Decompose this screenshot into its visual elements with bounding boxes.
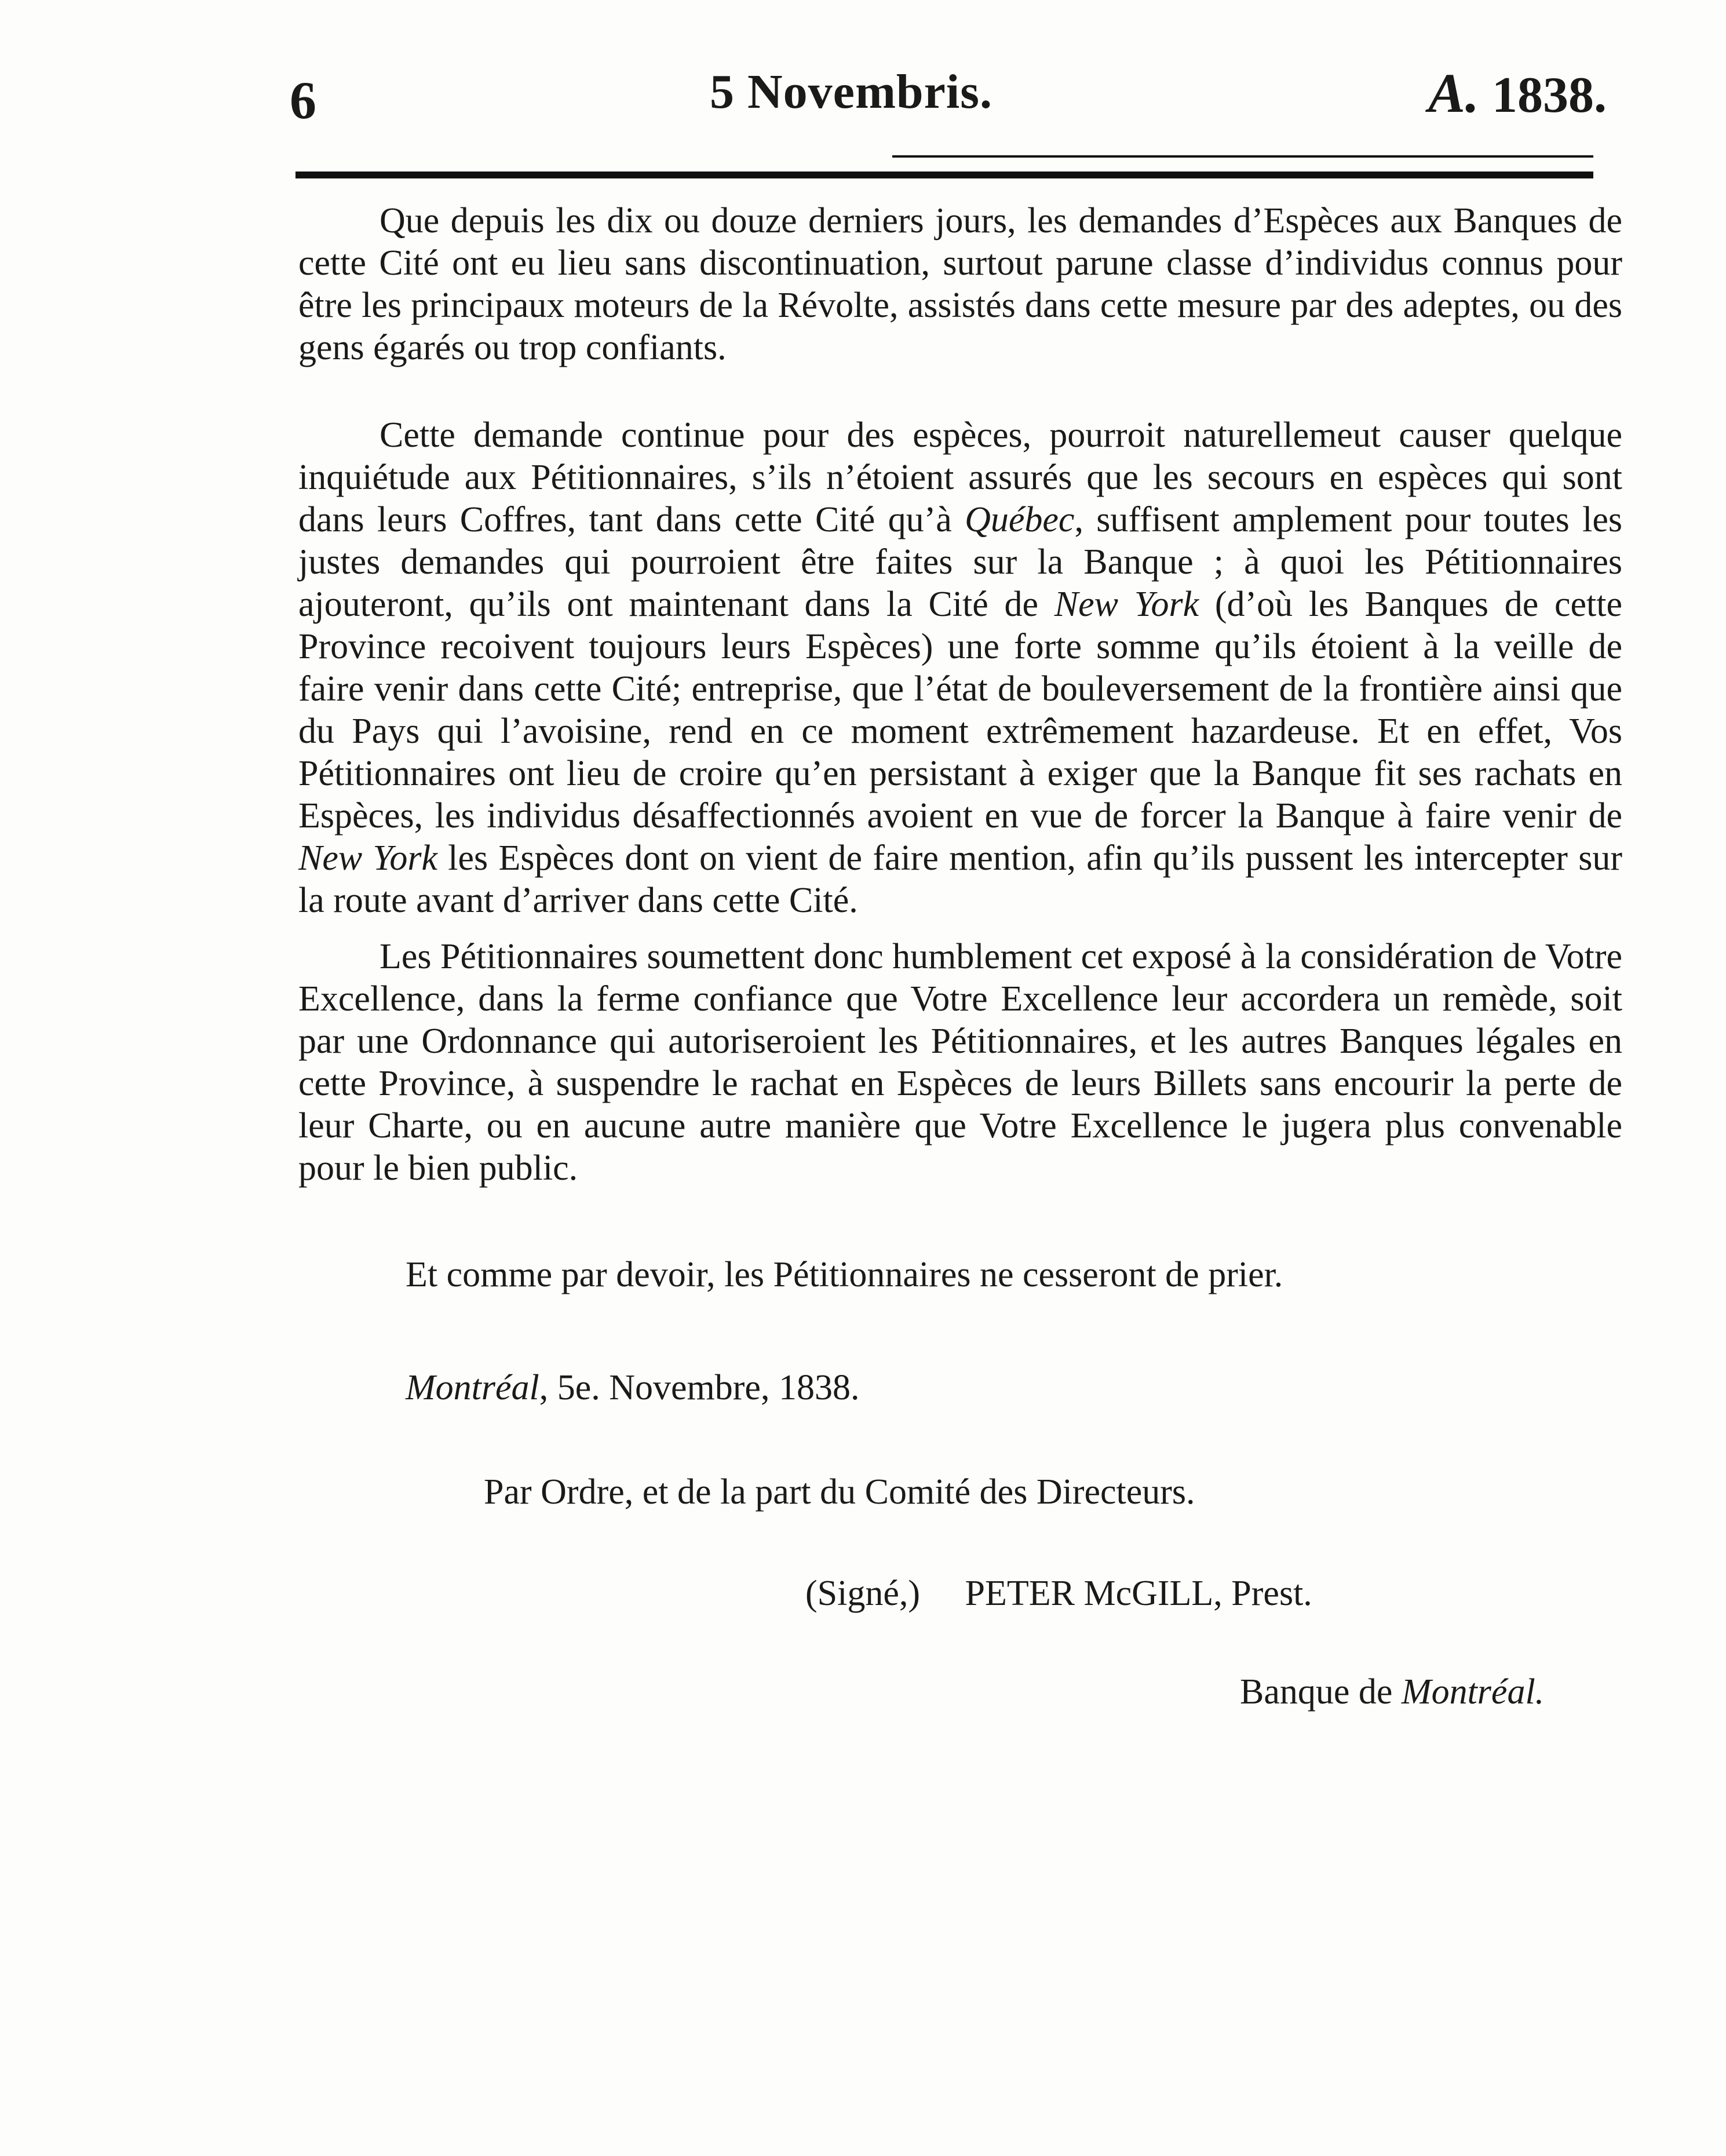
bank-prefix: Banque de (1240, 1672, 1402, 1712)
signed-label: (Signé,) (805, 1574, 921, 1613)
header-date: 5 Novembris. (710, 65, 992, 119)
paragraph-1: Que depuis les dix ou douze derniers jours, les demandes d’Espèces aux Banques de cette Cité ont eu lieu sans discontinuation, surtout parune classe d’individus connus pour être les principaux moteurs de la Révolte, assistés dans cette mesure par des adeptes, ou des gens égarés ou trop confiants. (298, 201, 1622, 367)
page-number: 6 (290, 71, 316, 130)
year-value: 1838. (1492, 67, 1607, 123)
paragraph-2-part-2: , suffisent amplement pour toutes les justes demandes qui pourroient être faites sur la Banque ; à quoi les Pétitionnaires ajouteront, qu’ils ont maintenant dans la Cité de (298, 500, 1622, 624)
bank-city: Montréal. (1401, 1672, 1545, 1712)
signatory-name: PETER McGILL, Prest. (965, 1574, 1312, 1613)
place-and-date (406, 1367, 859, 1409)
paragraph-2-part-3: (d’où les Banques de cette Province recoivent toujours leurs Espèces) une forte somme qu’ils étoient à la veille de faire venir dans cette Cité; entreprise, que l’état de bouleversement de la frontière ainsi que du Pays qui l’avoisine, rend en ce moment extrêmement hazardeuse. Et en effet, Vos Pétitionnaires ont lieu de croire qu’en persistant à exiger que la Banque fit ses rachats en Espèces, les individus désaffectionnés avoient en vue de forcer la Banque à faire venir de (298, 585, 1622, 836)
place-new-york: New York (298, 838, 437, 878)
signing-date: , 5e. Novembre, 1838. (539, 1368, 860, 1407)
place-new-york: New York (1054, 585, 1199, 624)
signature-line (805, 1573, 1312, 1614)
paragraph-3: Les Pétitionnaires soumettent donc humblement cet exposé à la considération de Votre Excellence, dans la ferme confiance que Votre Excellence leur accordera un remède, soit par une Ordonnance qui autoriseroient les Pétitionnaires, et les autres Banques légales en cette Province, à suspendre le rachat en Espèces de leurs Billets sans encourir la perte de leur Charte, ou en aucune autre manière que Votre Excellence le jugera plus convenable pour le bien public. (298, 937, 1622, 1188)
header-year (1428, 61, 1607, 125)
bank-line (1240, 1672, 1544, 1713)
header-rule-thick (295, 172, 1593, 178)
paragraph-2-part-1: Cette demande continue pour des espèces, pourroit naturellemeut causer quelque inquiétude aux Pétitionnaires, s’ils n’étoient assurés que les secours en espèces qui sont dans leurs Coffres, tant dans cette Cité qu’à (298, 415, 1622, 539)
closing-prayer: Et comme par devoir, les Pétitionnaires ne cesseront de prier. (406, 1255, 1283, 1294)
header-rule-thin (892, 155, 1593, 158)
place-quebec: Québec (965, 500, 1075, 539)
place-name: Montréal (406, 1368, 539, 1407)
paragraph-2 (298, 414, 1622, 922)
paragraph-2-part-4: les Espèces dont on vient de faire mention, afin qu’ils pussent les intercepter sur la route avant d’arriver dans cette Cité. (298, 838, 1622, 920)
year-prefix: A. (1428, 62, 1480, 124)
order-line: Par Ordre, et de la part du Comité des Directeurs. (484, 1472, 1195, 1512)
